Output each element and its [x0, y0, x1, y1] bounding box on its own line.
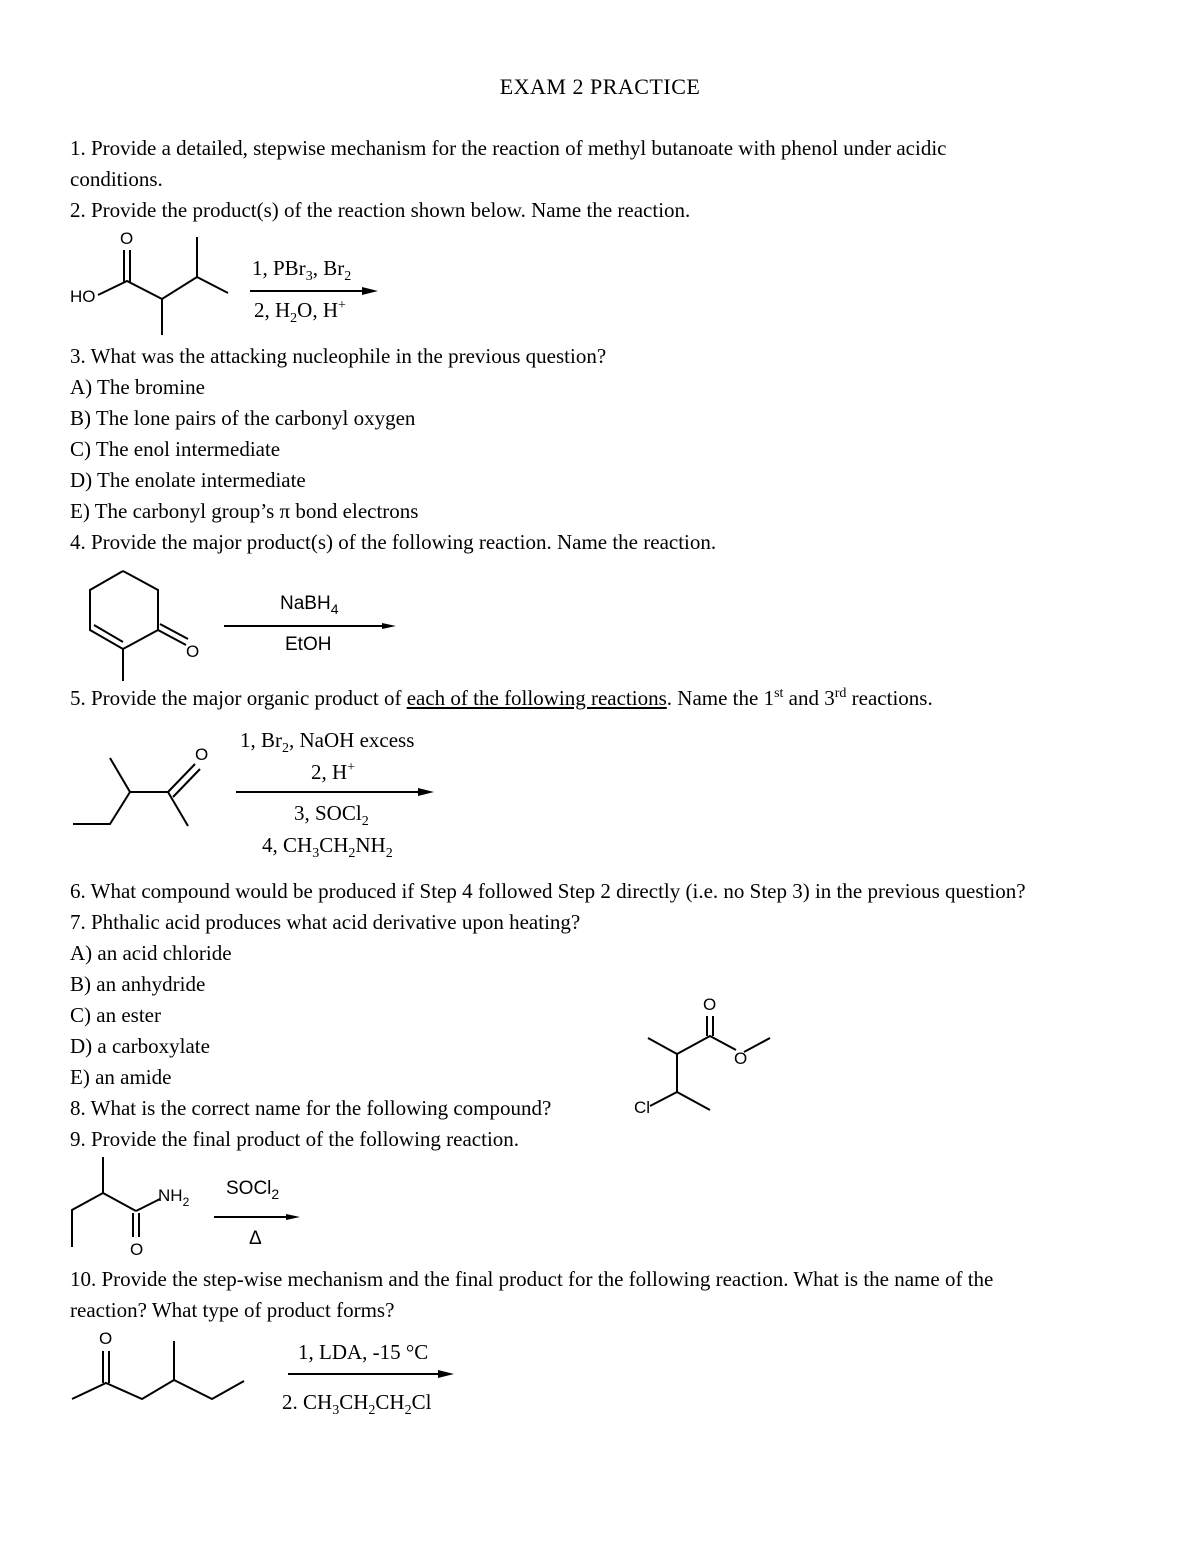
q2-structure: [60, 225, 230, 340]
q10-oxygen-label: O: [99, 1329, 113, 1348]
q9-reaction-arrow: [214, 1210, 304, 1224]
q5-reagent-step3: 3, SOCl$_2$: [294, 801, 369, 830]
q7-option-e: E) an amide: [70, 1065, 172, 1089]
q7-option-d: D) a carboxylate: [70, 1034, 210, 1058]
q9-reagent-top: SOCl$_2$: [226, 1178, 280, 1202]
q3-option-a: A) The bromine: [70, 375, 205, 399]
q8-ester-oxygen-label: O: [734, 1049, 748, 1068]
q8-carbonyl-oxygen-label: O: [703, 995, 717, 1014]
q4-oxygen-label: O: [186, 642, 200, 661]
q2-reagent-step2: 2, $H_2O$, H+: [254, 298, 346, 327]
q2-ho-label: HO: [70, 287, 96, 306]
q10-line2: reaction? What type of product forms?: [70, 1298, 395, 1322]
q2-reagent-step1: 1, PBr$_3$, $Br_2$: [252, 256, 352, 285]
q1-line2: conditions.: [70, 167, 163, 191]
q10-structure: [68, 1325, 253, 1405]
q5-reaction-arrow: [236, 785, 436, 799]
q5-text: 5. Provide the major organic product of each of the following reactions. Name the 1st and 3rd reactions.: [70, 686, 933, 710]
q2-text: 2. Provide the product(s) of the reaction shown below. Name the reaction.: [70, 198, 691, 222]
page-title: EXAM 2 PRACTICE: [499, 74, 701, 99]
q9-text: 9. Provide the final product of the following reaction.: [70, 1127, 520, 1151]
q3-option-b: B) The lone pairs of the carbonyl oxygen: [70, 406, 416, 430]
q9-oxygen-label: O: [130, 1240, 144, 1259]
q3-option-c: C) The enol intermediate: [70, 437, 281, 461]
q1-line1: 1. Provide a detailed, stepwise mechanism for the reaction of methyl butanoate with phenol under acidic: [70, 136, 947, 160]
q8-chlorine-label: Cl: [634, 1098, 651, 1117]
q4-reagent-top: NaBH$_4$: [280, 593, 339, 617]
q8-structure: [630, 992, 780, 1117]
q8-text: 8. What is the correct name for the following compound?: [70, 1096, 552, 1120]
q10-reagent-step2: 2. $CH_3CH_2CH_2Cl$: [282, 1390, 432, 1419]
q5-reagent-step1: 1, $Br_2$, NaOH excess: [240, 728, 415, 757]
q9-amine-label: $NH_2$: [158, 1186, 190, 1209]
q10-line1: 10. Provide the step-wise mechanism and the final product for the following reaction. What is the name of the: [70, 1267, 994, 1291]
q3-option-d: D) The enolate intermediate: [70, 468, 306, 492]
q2-reaction-arrow: [250, 284, 380, 298]
q5-oxygen-label: O: [195, 745, 209, 764]
q7-option-a: A) an acid chloride: [70, 941, 232, 965]
q7-option-b: B) an anhydride: [70, 972, 206, 996]
q4-reagent-bottom: EtOH: [285, 634, 332, 655]
q3-option-e: E) The carbonyl group’s π bond electrons: [70, 499, 419, 523]
q7-text: 7. Phthalic acid produces what acid derivative upon heating?: [70, 910, 581, 934]
q7-option-c: C) an ester: [70, 1003, 161, 1027]
q4-structure: [80, 565, 210, 685]
q9-structure: [66, 1155, 216, 1260]
q3-text: 3. What was the attacking nucleophile in the previous question?: [70, 344, 607, 368]
q4-text: 4. Provide the major product(s) of the following reaction. Name the reaction.: [70, 530, 717, 554]
q10-reaction-arrow: [288, 1367, 458, 1381]
q5-reagent-step4: 4, $CH_3CH_2NH_2$: [262, 833, 393, 862]
q5-reagent-step2: 2, H+: [311, 760, 356, 784]
q5-structure: [68, 742, 228, 832]
q2-oxygen-label: O: [120, 229, 134, 248]
q10-reagent-step1: 1, LDA, -15 °C: [298, 1340, 429, 1364]
q9-reagent-bottom: Δ: [249, 1228, 262, 1249]
q4-reaction-arrow: [224, 619, 399, 633]
q5-emphasis: each of the following reactions: [406, 686, 667, 710]
q6-text: 6. What compound would be produced if Step 4 followed Step 2 directly (i.e. no Step 3) in the previous question?: [70, 879, 1026, 903]
